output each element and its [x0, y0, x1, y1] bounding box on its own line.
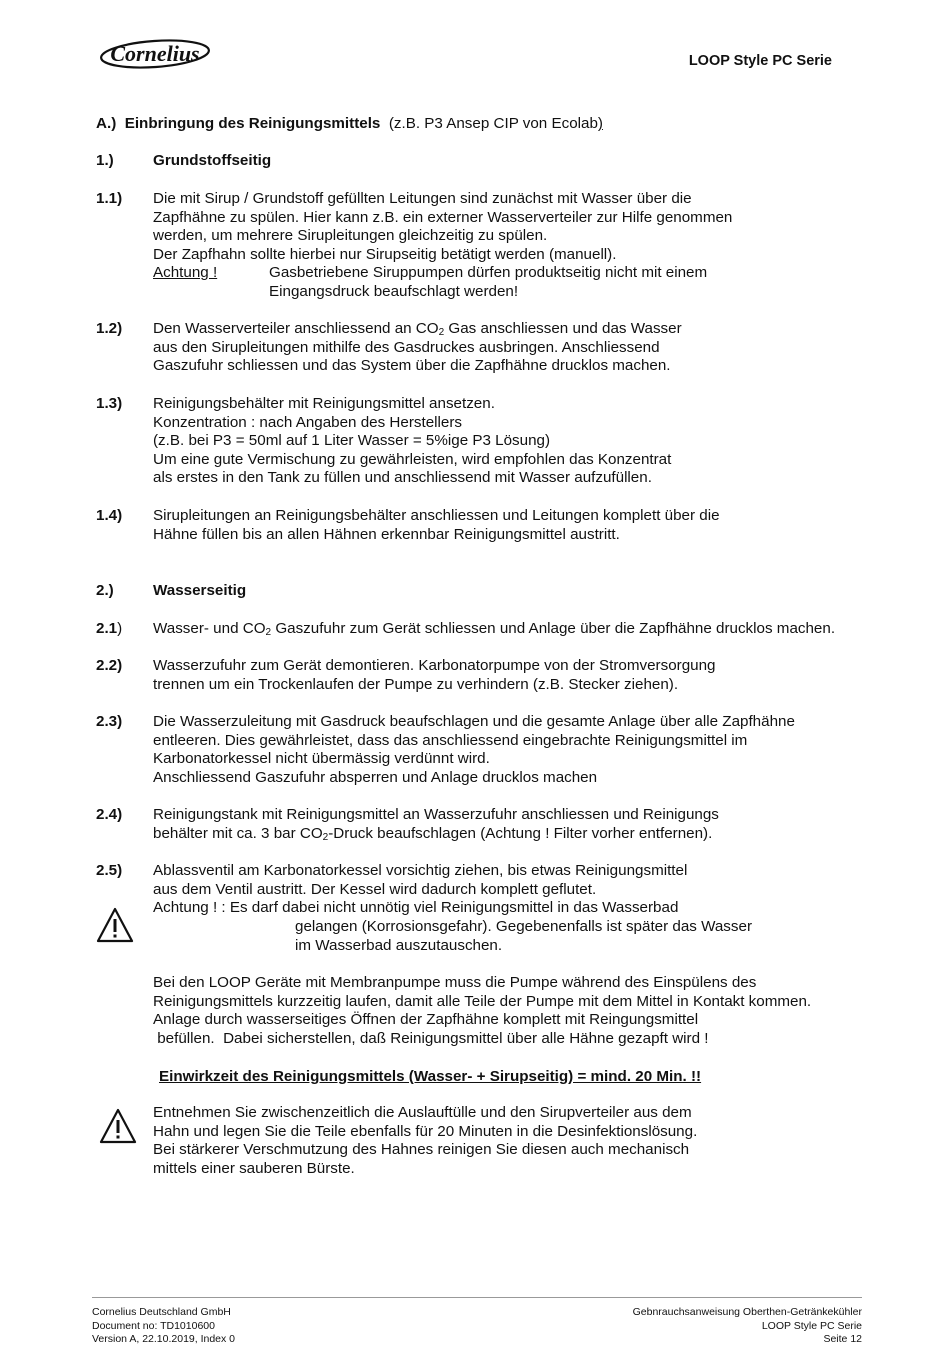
- text-line: Sirupleitungen an Reinigungsbehälter anschliessen und Leitungen komplett über die: [153, 507, 720, 524]
- subscript: 2: [438, 327, 445, 338]
- text-fragment: Den Wasserverteiler anschliessend an CO: [153, 320, 439, 337]
- step-1-1-text: [153, 190, 732, 264]
- step-2-1-text: [153, 620, 835, 639]
- step-2-4-number: 2.4): [96, 806, 123, 823]
- text-line: aus dem Ventil austritt. Der Kessel wird dadurch komplett geflutet.: [153, 880, 597, 898]
- subscript: 2: [322, 831, 329, 843]
- step-1-3-text: [153, 395, 671, 488]
- contact-time-notice: Einwirkzeit des Reinigungsmittels (Wasser- + Sirupseitig) = mind. 20 Min. !!: [159, 1068, 702, 1085]
- section-1-number: 1.): [96, 152, 114, 169]
- step-1-4-text: [153, 507, 720, 544]
- footer-company: Cornelius Deutschland GmbH: [92, 1306, 231, 1318]
- achtung-label: Achtung !: [153, 264, 218, 281]
- text-line: Hahn und legen Sie die Teile ebenfalls für 20 Minuten in die Desinfektionslösung.: [153, 1122, 698, 1140]
- text-line: gelangen (Korrosionsgefahr). Gegebenenfalls ist später das Wasser: [295, 918, 752, 935]
- text-fragment: Wasser- und CO: [153, 620, 266, 637]
- text-fragment: 2.1: [96, 620, 118, 637]
- warning-triangle-icon: [99, 1108, 137, 1144]
- text-line: Bei stärkerer Verschmutzung des Hahnes reinigen Sie diesen auch mechanisch: [153, 1141, 690, 1159]
- text-line: Hähne füllen bis an allen Hähnen erkennbar Reinigungsmittel austritt.: [153, 525, 620, 543]
- section-2-title: Wasserseitig: [153, 582, 247, 599]
- footer-document-number: Document no: TD1010600: [92, 1319, 215, 1332]
- text-line: Gasbetriebene Siruppumpen dürfen produktseitig nicht mit einem: [269, 264, 708, 281]
- text-line: Entnehmen Sie zwischenzeitlich die Auslauftülle und den Sirupverteiler aus dem: [153, 1104, 692, 1121]
- text-line: Ablassventil am Karbonatorkessel vorsichtig ziehen, bis etwas Reinigungsmittel: [153, 862, 688, 879]
- step-2-3-text: [153, 713, 795, 787]
- text-line: Reinigungstank mit Reinigungsmittel an Wasserzufuhr anschliessen und Reinigungs: [153, 806, 719, 823]
- step-2-5-number: 2.5): [96, 862, 123, 879]
- section-2-number: 2.): [96, 582, 114, 599]
- text-line: Reinigungsmittels kurzzeitig laufen, damit alle Teile der Pumpe mit dem Mittel in Kontakt kommen.: [153, 992, 812, 1010]
- section-a-note: (z.B. P3 Ansep CIP von Ecolab: [388, 115, 598, 132]
- section-1-title: Grundstoffseitig: [153, 152, 272, 169]
- text-line: Konzentration : nach Angaben des Herstellers: [153, 413, 463, 431]
- step-1-1-number: 1.1): [96, 190, 123, 207]
- text-fragment: Gaszufuhr zum Gerät schliessen und Anlage über die Zapfhähne drucklos machen.: [271, 620, 836, 637]
- text-line: Karbonatorkessel nicht übermässig verdünnt wird.: [153, 750, 490, 768]
- text-line: Die Wasserzuleitung mit Gasdruck beaufschlagen und die gesamte Anlage über alle Zapfhähne: [153, 713, 795, 730]
- step-1-3-number: 1.3): [96, 395, 123, 412]
- step-2-2-number: 2.2): [96, 657, 123, 674]
- text-line: Die mit Sirup / Grundstoff gefüllten Leitungen sind zunächst mit Wasser über die: [153, 190, 692, 207]
- step-2-3-number: 2.3): [96, 713, 123, 730]
- text-line: entleeren. Dies gewährleistet, dass das anschliessend eingebrachte Reinigungsmittel im: [153, 731, 748, 749]
- warning-triangle-icon: [96, 907, 134, 943]
- section-a-note-close: ): [597, 115, 603, 132]
- footer-version: Version A, 22.10.2019, Index 0: [92, 1333, 236, 1346]
- footer-divider: [92, 1297, 862, 1298]
- text-line: (z.B. bei P3 = 50ml auf 1 Liter Wasser = 5%ige P3 Lösung): [153, 432, 551, 450]
- step-2-4-text: [153, 806, 719, 843]
- text-fragment: Gas anschliessen und das Wasser: [444, 320, 682, 337]
- text-fragment: ): [117, 620, 123, 637]
- footer-manual-title: Gebnrauchsanweisung Oberthen-Getränkekühler: [632, 1306, 862, 1318]
- header-title: LOOP Style PC Serie: [688, 53, 832, 69]
- text-line: Zapfhähne zu spülen. Hier kann z.B. ein externer Wasserverteiler zur Hilfe genommen: [153, 208, 733, 226]
- step-2-1-number: [96, 620, 122, 639]
- membrane-pump-paragraph: [153, 974, 811, 1048]
- footer-right: [633, 1306, 862, 1347]
- footer-left: [92, 1306, 235, 1347]
- text-line: als erstes in den Tank zu füllen und anschliessend mit Wasser aufzufüllen.: [153, 469, 652, 487]
- text-line: Achtung ! : Es darf dabei nicht unnötig viel Reinigungsmittel in das Wasserbad: [153, 899, 679, 917]
- step-1-4-number: 1.4): [96, 507, 123, 524]
- logo-text: Cornelius: [110, 41, 200, 66]
- step-1-1-warning: [269, 264, 707, 301]
- step-2-5-warning: [295, 918, 752, 955]
- text-line: mittels einer sauberen Bürste.: [153, 1159, 355, 1177]
- text-line: Eingangsdruck beaufschlagt werden!: [269, 282, 519, 300]
- text-line: aus den Sirupleitungen mithilfe des Gasdruckes ausbringen. Anschliessend: [153, 338, 660, 356]
- text-fragment: -Druck beaufschlagen (Achtung ! Filter vorher entfernen).: [328, 824, 713, 842]
- text-line: im Wasserbad auszutauschen.: [295, 936, 503, 954]
- text-fragment: behälter mit ca. 3 bar CO: [153, 824, 323, 842]
- section-a-title: Einbringung des Reinigungsmittels: [124, 115, 381, 132]
- text-line: Wasserzufuhr zum Gerät demontieren. Karbonatorpumpe von der Stromversorgung: [153, 657, 716, 674]
- text-line: Der Zapfhahn sollte hierbei nur Sirupseitig betätigt werden (manuell).: [153, 245, 617, 263]
- subscript: 2: [265, 627, 272, 638]
- cornelius-logo: [99, 38, 211, 70]
- step-2-2-text: [153, 657, 716, 694]
- text-line: Bei den LOOP Geräte mit Membranpumpe muss die Pumpe während des Einspülens des: [153, 974, 757, 991]
- text-line: werden, um mehrere Sirupleitungen gleichzeitig zu spülen.: [153, 227, 548, 245]
- text-line: Gaszufuhr schliessen und das System über die Zapfhähne drucklos machen.: [153, 357, 671, 375]
- text-line: [153, 825, 719, 844]
- footer-series: LOOP Style PC Serie: [761, 1319, 862, 1332]
- text-line: Anschliessend Gaszufuhr absperren und Anlage drucklos machen: [153, 768, 598, 786]
- step-2-5-text: [153, 862, 687, 918]
- text-line: [153, 320, 682, 339]
- text-line: trennen um ein Trockenlaufen der Pumpe zu verhindern (z.B. Stecker ziehen).: [153, 675, 679, 693]
- footer-page-number: Seite 12: [823, 1333, 862, 1346]
- text-line: Um eine gute Vermischung zu gewährleisten, wird empfohlen das Konzentrat: [153, 450, 672, 468]
- section-a-label: A.): [96, 115, 117, 132]
- section-a-heading: [96, 115, 603, 134]
- text-line: befüllen. Dabei sicherstellen, daß Reinigungsmittel über alle Hähne gezapft wird !: [153, 1029, 709, 1047]
- step-1-2-number: 1.2): [96, 320, 123, 337]
- text-line: Anlage durch wasserseitiges Öffnen der Zapfhähne komplett mit Reingungsmittel: [153, 1011, 699, 1029]
- text-line: Reinigungsbehälter mit Reinigungsmittel ansetzen.: [153, 395, 495, 412]
- step-1-2-text: [153, 320, 682, 376]
- final-paragraph: [153, 1104, 697, 1178]
